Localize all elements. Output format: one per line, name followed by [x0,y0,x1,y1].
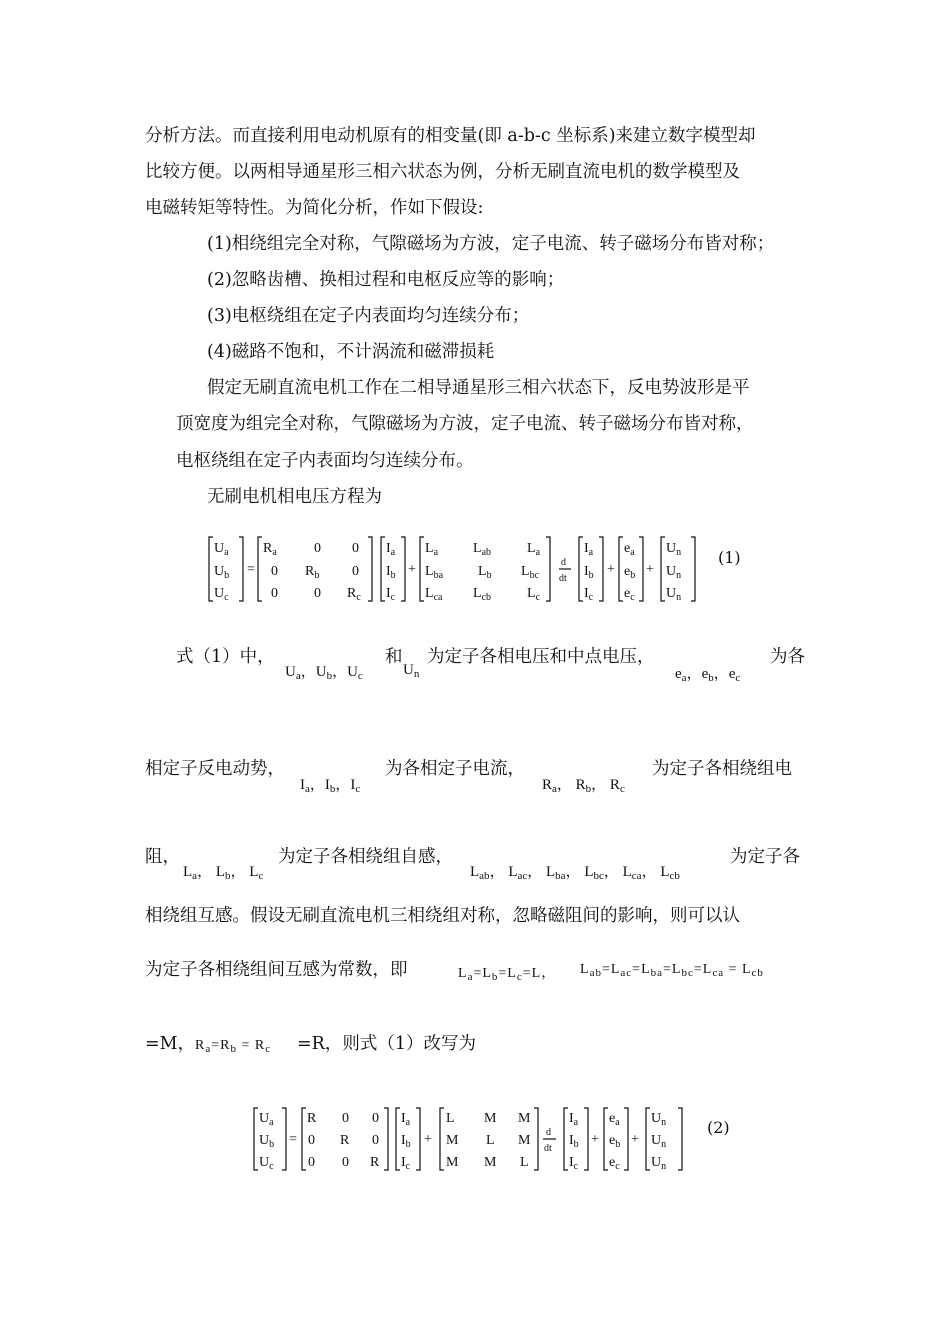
svg-text:Ua: $U_a$ [259,1111,274,1128]
explain-text: 相绕组互感。假设无刷直流电机三相绕组对称，忽略磁阻间的影响，则可以认 [145,906,740,926]
svg-text:Un: $U_n$ [666,564,682,581]
mutual-inductance-equality: $L_{ab}=L_{ac}=L_{ba}=L_{bc}=L_{ca} = L_{cb}$ [580,962,764,979]
paragraph-line: 无刷电机相电压方程为 [207,487,382,507]
svg-text:+: + [408,562,416,577]
svg-text:R: R [340,1133,350,1148]
svg-text:Un: $U_n$ [651,1111,667,1128]
paragraph-line: 顶宽度为组完全对称，气隙磁场为方波，定子电流、转子磁场分布皆对称， [176,414,754,434]
svg-text:M: M [446,1133,459,1148]
svg-text:Ia: $I_a$ [584,541,594,558]
svg-text:ea: $e_a$ [624,541,635,558]
svg-text:R: R [370,1155,380,1170]
paragraph-line: 比较方便。以两相导通星形三相六状态为例，分析无刷直流电机的数学模型及 [145,162,740,182]
equation-1 [205,533,705,605]
svg-text:ec: $e_c$ [609,1155,620,1172]
svg-text:+: + [646,562,654,577]
svg-text:M: M [446,1155,459,1170]
svg-text:0: 0 [271,586,278,601]
svg-text:0: 0 [372,1133,379,1148]
explain-text: =R，则式（1）改写为 [297,1034,476,1054]
explain-text: 相定子反电动势， [145,759,285,779]
svg-text:Ic: $I_c$ [386,586,396,603]
assumption-item: (2)忽略齿槽、换相过程和电枢反应等的影响； [207,270,565,290]
svg-text:L: L [446,1111,455,1126]
svg-text:Lab: $L_{ab}$ [473,541,492,558]
svg-text:0: 0 [308,1155,315,1170]
svg-text:Ic: $I_c$ [584,586,594,603]
svg-text:0: 0 [314,586,321,601]
svg-text:+: + [591,1132,599,1147]
self-inductance-equality: $L_a=L_b=L_c=L$， [458,966,557,983]
paragraph-line: 电枢绕组在定子内表面均匀连续分布。 [176,451,474,471]
svg-text:Ic: $I_c$ [401,1155,411,1172]
svg-text:Lbc: $L_{bc}$ [521,564,540,581]
equation-2 [250,1104,690,1174]
svg-text:Uc: $U_c$ [259,1155,274,1172]
explain-text: 为定子各相绕组电 [652,759,792,779]
svg-text:d: d [561,557,566,568]
explain-text: 为定子各相电压和中点电压， [427,647,655,667]
mutual-inductance-symbols: $L_{ab}$， $L_{ac}$， $L_{ba}$， $L_{bc}$， $L_{ca}$， $L_{cb}$ [470,864,680,882]
explain-text: 和 [385,647,403,667]
svg-text:=: = [289,1132,297,1147]
svg-text:Ib: $I_b$ [386,564,396,581]
svg-text:Ib: $I_b$ [569,1133,579,1150]
svg-text:0: 0 [314,541,321,556]
svg-text:Ib: $I_b$ [401,1133,411,1150]
svg-text:M: M [518,1111,531,1126]
voltage-symbols: $U_a$，$U_b$，$U_c$ [285,664,363,682]
svg-text:Ra: $R_a$ [263,541,277,558]
paragraph-line: 假定无刷直流电机工作在二相导通星形三相六状态下，反电势波形是平 [207,378,750,398]
explain-text: 为定子各相绕组间互感为常数，即 [145,960,408,980]
svg-text:d: d [546,1127,551,1138]
explain-text: 为定子各 [730,847,800,867]
svg-text:R: R [307,1111,317,1126]
svg-text:+: + [631,1132,639,1147]
svg-text:Ua: $U_a$ [214,541,229,558]
svg-text:La: $L_a$ [425,541,439,558]
paragraph-line: 电磁转矩等特性。为简化分析，作如下假设: [145,198,484,218]
svg-text:L: L [486,1133,495,1148]
explain-text: =M， [145,1034,196,1054]
svg-text:M: M [484,1155,497,1170]
svg-text:Uc: $U_c$ [214,586,229,603]
svg-text:Un: $U_n$ [651,1133,667,1150]
svg-text:0: 0 [352,541,359,556]
svg-text:+: + [607,562,615,577]
resistance-symbols: $R_a$， $R_b$， $R_c$ [542,777,625,795]
svg-text:+: + [424,1132,432,1147]
svg-text:M: M [484,1111,497,1126]
current-symbols: $I_a$，$I_b$，$I_c$ [300,777,361,795]
svg-text:eb: $e_b$ [609,1133,621,1150]
svg-text:Lc: $L_c$ [527,586,541,603]
svg-text:Rc: $R_c$ [347,586,361,603]
svg-text:Lcb: $L_{cb}$ [473,586,492,603]
svg-text:0: 0 [271,564,278,579]
svg-text:ec: $e_c$ [624,586,635,603]
assumption-item: (1)相绕组完全对称，气隙磁场为方波，定子电流、转子磁场分布皆对称； [207,234,775,254]
svg-text:0: 0 [352,564,359,579]
svg-text:dt: dt [559,573,567,584]
svg-text:0: 0 [372,1111,379,1126]
svg-text:Ia: $I_a$ [401,1111,411,1128]
svg-text:0: 0 [342,1155,349,1170]
svg-text:dt: dt [544,1143,552,1154]
svg-text:L: L [520,1155,529,1170]
explain-text: 阻， [145,847,180,867]
svg-text:Ub: $U_b$ [259,1133,275,1150]
paragraph-line: 分析方法。而直接利用电动机原有的相变量(即 a-b-c 坐标系)来建立数字模型却 [145,126,756,146]
svg-text:Un: $U_n$ [666,586,682,603]
emf-symbols: $e_a$，$e_b$，$e_c$ [675,666,741,684]
svg-text:Lba: $L_{ba}$ [425,564,444,581]
svg-text:Ic: $I_c$ [569,1155,579,1172]
svg-text:=: = [247,562,255,577]
svg-text:M: M [518,1133,531,1148]
svg-text:Un: $U_n$ [666,541,682,558]
explain-text: 为各 [770,647,805,667]
svg-text:Ib: $I_b$ [584,564,594,581]
svg-text:La: $L_a$ [527,541,541,558]
svg-text:0: 0 [308,1133,315,1148]
svg-text:Ia: $I_a$ [386,541,396,558]
svg-text:ea: $e_a$ [609,1111,620,1128]
svg-text:0: 0 [342,1111,349,1126]
svg-text:Ub: $U_b$ [214,564,230,581]
svg-text:Lca: $L_{ca}$ [425,586,443,603]
explain-text: 为各相定子电流， [385,759,525,779]
svg-text:Un: $U_n$ [651,1155,667,1172]
assumption-item: (3)电枢绕组在定子内表面均匀连续分布； [207,306,530,326]
equation-1-label: (1) [718,548,741,567]
svg-text:Lb: $L_b$ [478,564,492,581]
assumption-item: (4)磁路不饱和，不计涡流和磁滞损耗 [207,342,495,362]
equation-2-label: (2) [707,1118,730,1137]
neutral-voltage-symbol: $U_n$ [403,662,420,680]
svg-text:eb: $e_b$ [624,564,636,581]
self-inductance-symbols: $L_a$， $L_b$， $L_c$ [183,864,264,882]
explain-text: 为定子各相绕组自感， [278,847,453,867]
svg-text:Ia: $I_a$ [569,1111,579,1128]
resistance-equality: $R_a=R_b = R_c$ [195,1038,272,1055]
explain-text: 式（1）中， [176,647,275,667]
svg-text:Rb: $R_b$ [305,564,320,581]
